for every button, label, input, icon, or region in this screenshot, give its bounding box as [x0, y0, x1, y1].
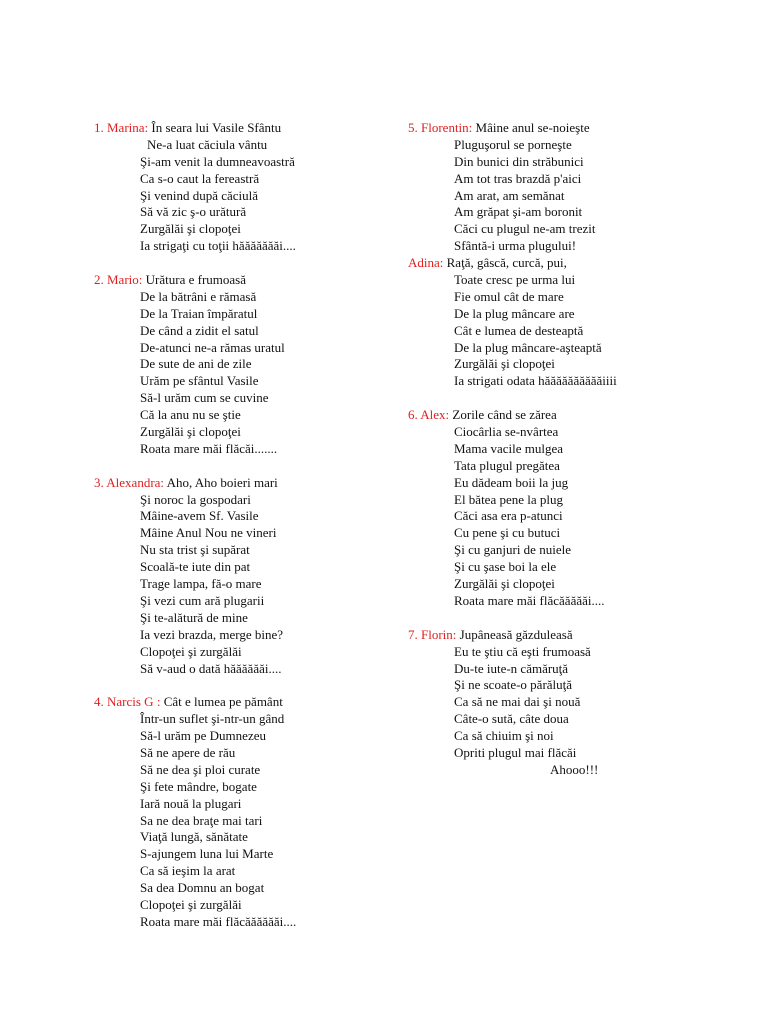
- verse-line: Roata mare măi flăcăăăăăi....: [454, 592, 605, 608]
- stanza: [94, 474, 457, 678]
- stanza-gap: [94, 677, 454, 694]
- verse-line: Zurgălăi şi clopoţei: [454, 356, 555, 372]
- stanza-gap: [94, 255, 454, 272]
- stanza: [94, 272, 454, 458]
- verse-line: Şi vezi cum ară plugarii: [140, 592, 265, 608]
- verse-text: Mâine anul se-noieşte: [472, 120, 590, 135]
- verse-line: Şi cu ganjuri de nuiele: [454, 542, 571, 558]
- verse-line: Urăm pe sfântul Vasile: [140, 373, 259, 389]
- verse-line: Ca să ieşim la arat: [140, 863, 236, 879]
- verse-line: Zurgălăi şi clopoţei: [140, 424, 241, 440]
- verse-line: Şi-am venit la dumneavoastră: [140, 153, 295, 169]
- verse-line: Şi ne scoate-o părăluţă: [454, 677, 573, 693]
- speaker-name: 5. Florentin:: [408, 120, 473, 135]
- verse-line: Sfântă-i urma plugului!: [454, 238, 577, 254]
- verse-line: Mama vacile mulgea: [454, 440, 564, 456]
- stanza-gap: [94, 458, 454, 475]
- verse-line: Să ne dea şi ploi curate: [140, 761, 261, 777]
- verse-line: Şi cu şase boi la ele: [454, 559, 557, 575]
- verse-line: De la bătrâni e rămasă: [140, 288, 257, 304]
- verse-line: Iară nouă la plugari: [140, 795, 242, 811]
- verse-line: Roata mare măi flăcăăăăăăi....: [140, 913, 297, 929]
- verse-text: În seara lui Vasile Sfântu: [148, 120, 282, 135]
- verse-line: Fie omul cât de mare: [454, 288, 564, 304]
- verse-line: Şi te-alătură de mine: [140, 609, 248, 625]
- verse-line: Căci cu plugul ne-am trezit: [454, 221, 596, 237]
- verse-line: Şi venind după căciulă: [140, 187, 259, 203]
- verse-line: El bătea pene la plug: [454, 491, 564, 507]
- verse-line: Sa ne dea braţe mai tari: [140, 812, 263, 828]
- stanza-first-line: [94, 272, 454, 289]
- verse-line: Să-l urăm pe Dumnezeu: [140, 728, 266, 744]
- stanza: [408, 407, 768, 610]
- stanza-first-line: [408, 407, 768, 424]
- verse-line: De la plug mâncare are: [454, 305, 575, 321]
- speaker-name: 3. Alexandra:: [94, 474, 165, 490]
- verse-line: Am grăpat şi-am boronit: [454, 204, 583, 220]
- verse-line: Am arat, am semănat: [454, 187, 565, 203]
- speaker-name: 4. Narcis G :: [94, 694, 161, 710]
- verse-line: Roata mare măi flăcăi.......: [140, 440, 278, 456]
- verse-text: Aho, Aho boieri mari: [164, 474, 278, 490]
- verse-line: Mâine Anul Nou ne vineri: [140, 525, 277, 541]
- verse-line: Ne-a luat căciula vântu: [147, 136, 268, 152]
- left-column: [94, 120, 457, 931]
- stanza: [94, 694, 454, 930]
- verse-line: Ia strigati odata hăăăăăăăăăăiiii: [454, 373, 617, 389]
- verse-line: Sa dea Domnu an bogat: [140, 880, 265, 896]
- verse-line: Opriti plugul mai flăcăi: [454, 744, 577, 760]
- stanza-first-line: [408, 255, 768, 272]
- verse-line: Să-l urăm cum se cuvine: [140, 390, 269, 406]
- verse-text: Zorile când se zărea: [449, 407, 557, 423]
- verse-line: Ca să chiuim şi noi: [454, 728, 554, 744]
- verse-line: Şi noroc la gospodari: [140, 491, 251, 507]
- verse-line: Du-te iute-n cămăruţă: [454, 660, 569, 676]
- closing-line: Ahooo!!!: [550, 761, 599, 777]
- speaker-name: 1. Marina:: [94, 120, 149, 135]
- stanza-first-line: [94, 120, 454, 137]
- speaker-name: 2. Mario:: [94, 272, 143, 288]
- verse-line: Am tot tras brazdă p'aici: [454, 170, 582, 186]
- verse-line: Să ne apere de rău: [140, 744, 236, 760]
- verse-line: Ca s-o caut la fereastră: [140, 170, 260, 186]
- verse-line: Şi fete mândre, bogate: [140, 778, 257, 794]
- verse-line: Cât e lumea de desteaptă: [454, 322, 584, 338]
- verse-text: Urătura e frumoasă: [142, 272, 246, 288]
- verse-line: Că la anu nu se ştie: [140, 407, 241, 423]
- verse-text: Raţă, gâscă, curcă, pui,: [443, 255, 567, 271]
- verse-line: Scoală-te iute din pat: [140, 559, 251, 575]
- verse-line: Eu dădeam boii la jug: [454, 474, 569, 490]
- stanza-first-line: [408, 627, 768, 644]
- stanza-first-line: [94, 475, 454, 492]
- verse-line: Ia strigaţi cu toţii hăăăăăăăi....: [140, 238, 296, 254]
- stanza-first-line: [94, 694, 454, 711]
- verse-line: Cu pene şi cu butuci: [454, 525, 561, 541]
- verse-line: Zurgălăi şi clopoţei: [140, 221, 241, 237]
- speaker-name: 6. Alex:: [408, 407, 450, 423]
- verse-line: De la Traian împăratul: [140, 305, 258, 321]
- stanza: [408, 120, 768, 255]
- verse-line: Nu sta trist şi supărat: [140, 542, 250, 558]
- verse-line: Pluguşorul se porneşte: [454, 136, 572, 152]
- verse-line: Viaţă lungă, sănătate: [140, 829, 248, 845]
- verse-line: Să v-aud o dată hăăăăăăi....: [140, 660, 282, 676]
- verse-line: Mâine-avem Sf. Vasile: [140, 508, 259, 524]
- verse-line: Căci asa era p-atunci: [454, 508, 563, 524]
- verse-text: Cât e lumea pe pământ: [160, 694, 283, 710]
- verse-line: Într-un suflet şi-ntr-un gând: [140, 711, 285, 727]
- verse-line: De la plug mâncare-aşteaptă: [454, 339, 602, 355]
- verse-line: Eu te ştiu că eşti frumoasă: [454, 643, 591, 659]
- stanza: [408, 627, 768, 779]
- stanza-gap: [408, 610, 768, 627]
- verse-line: Clopoţei şi zurgălăi: [140, 896, 242, 912]
- stanza: [408, 255, 768, 390]
- verse-line: Zurgălăi şi clopoţei: [454, 576, 555, 592]
- verse-line: Clopoţei şi zurgălăi: [140, 643, 242, 659]
- right-column: [408, 120, 768, 779]
- verse-line: Din bunici din străbunici: [454, 153, 584, 169]
- verse-line: De când a zidit el satul: [140, 322, 259, 338]
- verse-line: Trage lampa, fă-o mare: [140, 576, 262, 592]
- stanza-first-line: [408, 120, 768, 137]
- verse-line: De-atunci ne-a rămas uratul: [140, 339, 285, 355]
- verse-line: De sute de ani de zile: [140, 356, 252, 372]
- verse-text: Jupâneasă găzduleasă: [456, 626, 573, 642]
- verse-line: Tata plugul pregătea: [454, 457, 560, 473]
- verse-line: Ia vezi brazda, merge bine?: [140, 626, 284, 642]
- verse-line: S-ajungem luna lui Marte: [140, 846, 274, 862]
- speaker-name: Adina:: [408, 255, 444, 271]
- speaker-name: 7. Florin:: [408, 626, 457, 642]
- verse-line: Ciocârlia se-nvârtea: [454, 424, 559, 440]
- verse-line: Câte-o sută, câte doua: [454, 711, 569, 727]
- stanza-gap: [408, 390, 768, 407]
- stanza: [94, 120, 454, 255]
- verse-line: Ca să ne mai dai şi nouă: [454, 694, 581, 710]
- verse-line: Să vă zic ş-o urătură: [140, 204, 247, 220]
- verse-line: Toate cresc pe urma lui: [454, 272, 576, 288]
